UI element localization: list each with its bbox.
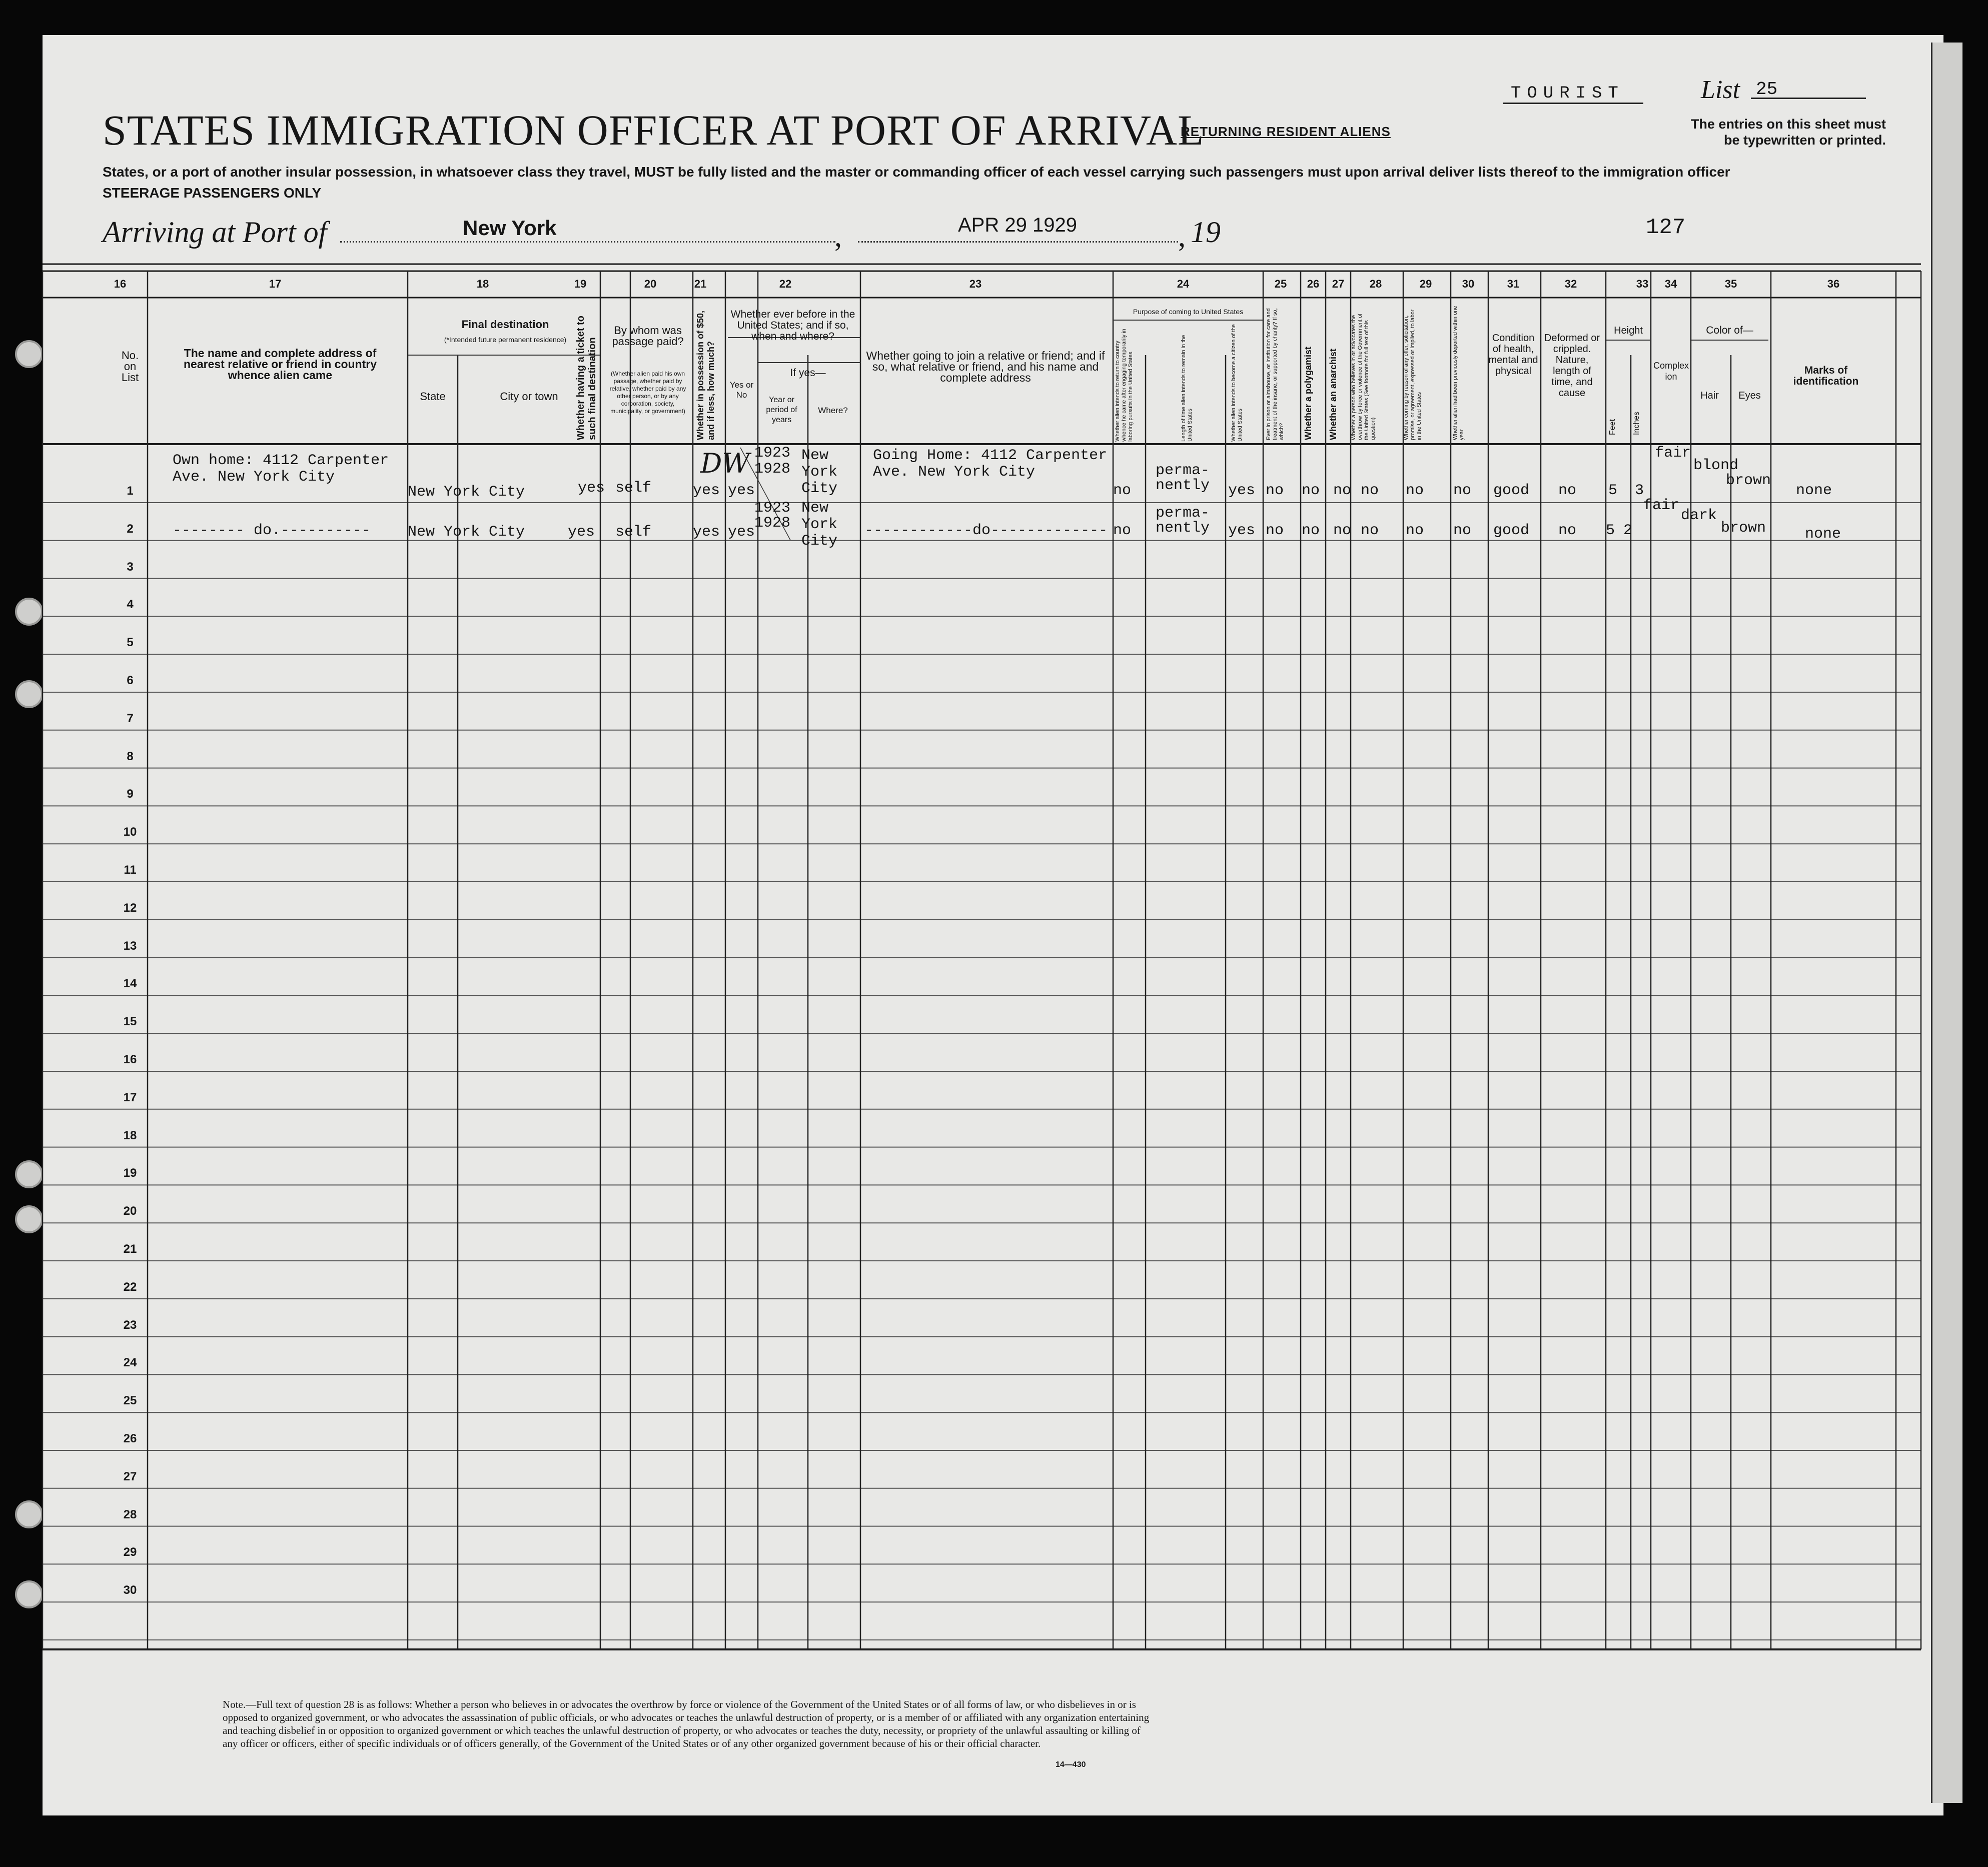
row-number: 7 <box>127 711 134 725</box>
row2-feet: 5 <box>1606 522 1615 539</box>
row-number: 2 <box>127 522 134 536</box>
column-number: 16 <box>114 278 127 290</box>
column-number: 24 <box>1177 278 1190 290</box>
column-number: 19 <box>574 278 587 290</box>
handwritten-initials: DW <box>700 448 750 479</box>
header-deformed: Deformed or crippled. Nature, length of time, and cause <box>1544 333 1600 399</box>
header-paid-by-sub: (Whether alien paid his own passage, whether paid by relative, whether paid by any other person, or by any corporation, society, municipality, or government) <box>609 370 686 415</box>
row2-citizen: yes <box>1228 522 1256 539</box>
row-number: 11 <box>124 863 137 877</box>
column-number: 31 <box>1507 278 1520 290</box>
row-number: 24 <box>123 1356 137 1370</box>
row1-city: New York City <box>408 484 525 501</box>
column-number: 23 <box>969 278 982 290</box>
row1-length1: perma- <box>1156 462 1210 479</box>
column-number: 34 <box>1664 278 1677 290</box>
returning-label: RETURNING RESIDENT ALIENS <box>1181 124 1391 139</box>
header-year: Year or period of years <box>766 396 797 424</box>
column-number: 25 <box>1274 278 1287 290</box>
row2-money: yes <box>693 524 720 541</box>
column-number: 18 <box>476 278 489 290</box>
row1-anarchist: no <box>1333 482 1352 499</box>
row2-relative: -------- do.---------- <box>173 522 371 539</box>
page-title: STATES IMMIGRATION OFFICER AT PORT OF ARRIVAL <box>103 106 1205 154</box>
header-hair: Hair <box>1700 390 1719 401</box>
header-joining: Whether going to join a relative or friend; and if so, what relative or friend, and his name and complete address <box>866 349 1105 384</box>
row1-joining-line1: Going Home: 4112 Carpenter <box>873 447 1108 464</box>
header-relative-address: The name and complete address of nearest relative or friend in country whence alien came <box>183 347 377 382</box>
row2-length1: perma- <box>1156 505 1210 522</box>
row2-ticket: yes <box>568 524 595 541</box>
row-number: 1 <box>127 484 134 498</box>
row-number: 25 <box>123 1394 137 1408</box>
row1-polygamist: no <box>1302 482 1320 499</box>
row2-offer: no <box>1406 522 1424 539</box>
column-number: 17 <box>269 278 282 290</box>
row-number: 6 <box>127 674 134 687</box>
row2-joining: ------------do------------- <box>864 522 1108 539</box>
header-where: Where? <box>818 406 848 415</box>
steerage-label: STEERAGE PASSENGERS ONLY <box>103 185 322 201</box>
row-number: 23 <box>123 1318 137 1332</box>
header-prison: Ever in prison or almshouse, or institution for care and treatment of the insane, or supported by charity? If so, which? <box>1266 308 1285 440</box>
separator: , <box>1178 220 1186 253</box>
row1-hair: blond <box>1693 457 1739 474</box>
port-value: New York <box>463 216 557 240</box>
header-complexion: Complexion <box>1653 361 1689 382</box>
row2-eyes: brown <box>1721 520 1766 537</box>
row-number: 4 <box>127 598 134 612</box>
row1-health: good <box>1493 482 1530 499</box>
row1-inches: 3 <box>1635 482 1644 499</box>
header-if-yes: If yes— <box>790 367 826 379</box>
row2-anarchist: no <box>1333 522 1352 539</box>
row2-year1: 1923 <box>754 500 791 517</box>
row-number: 21 <box>123 1242 137 1256</box>
row1-relative-line2: Ave. New York City <box>173 469 335 486</box>
entries-note-line: be typewritten or printed. <box>1723 133 1886 148</box>
row-number: 8 <box>127 749 134 763</box>
header-yes-no: Yes or No <box>729 380 754 400</box>
row-number: 22 <box>123 1280 137 1294</box>
row1-money: yes <box>693 482 720 499</box>
date-stamp: APR 29 1929 <box>958 214 1077 236</box>
header-citizen: Whether alien intends to become a citizen of the United States <box>1231 324 1243 442</box>
row-number: 20 <box>123 1204 137 1218</box>
row1-where1: New <box>801 447 829 464</box>
row2-paid-by: self <box>615 524 652 541</box>
row-number: 29 <box>123 1545 137 1559</box>
row2-deported: no <box>1453 522 1472 539</box>
form-code: 14—430 <box>1056 1760 1086 1769</box>
row1-length2: nently <box>1156 477 1210 494</box>
row-number: 30 <box>123 1583 137 1597</box>
header-city: City or town <box>500 390 558 403</box>
row-number: 17 <box>123 1090 137 1104</box>
row2-where1: New <box>801 500 829 517</box>
row1-deformed: no <box>1558 482 1577 499</box>
row-number: 10 <box>123 825 137 839</box>
arriving-label: Arriving at Port of <box>103 216 327 249</box>
row1-deported: no <box>1453 482 1472 499</box>
header-final-destination: Final destination <box>461 318 549 331</box>
header-paid-by: By whom was passage paid? <box>612 324 684 348</box>
row-number: 16 <box>123 1053 137 1066</box>
row2-marks: none <box>1805 526 1841 543</box>
row1-joining-line2: Ave. New York City <box>873 464 1036 481</box>
row1-year1: 1923 <box>754 445 791 462</box>
row-number: 5 <box>127 636 134 650</box>
row2-where2: York <box>801 516 838 533</box>
row-number: 26 <box>123 1432 137 1445</box>
header-ever-before: Whether ever before in the United States; and if so, when and where? <box>730 309 855 342</box>
header-inches: Inches <box>1632 411 1641 435</box>
list-number: 25 <box>1756 79 1778 100</box>
row1-where3: City <box>801 480 838 497</box>
column-number: 26 <box>1307 278 1320 290</box>
header-length: Length of time alien intends to remain in the United States <box>1181 335 1193 442</box>
header-return-temp: Whether alien intends to return to country whence he came after engaging temporarily in laboring pursuits in the United States <box>1115 329 1134 442</box>
row1-where2: York <box>801 464 838 481</box>
row1-relative-line1: Own home: 4112 Carpenter <box>173 452 389 469</box>
column-number: 22 <box>779 278 792 290</box>
year-prefix: 19 <box>1191 216 1221 249</box>
row1-offer: no <box>1406 482 1424 499</box>
column-number: 30 <box>1462 278 1475 290</box>
list-label: List <box>1701 76 1740 104</box>
header-deported: Whether alien had been previously deported within one year <box>1452 306 1465 440</box>
row-number: 14 <box>123 977 137 991</box>
column-number: 35 <box>1724 278 1737 290</box>
row2-inches: 2 <box>1623 522 1633 539</box>
row1-before: yes <box>728 482 755 499</box>
row-number: 13 <box>123 939 137 953</box>
row2-polygamist: no <box>1302 522 1320 539</box>
row2-prison: no <box>1266 522 1284 539</box>
row-number: 9 <box>127 787 134 801</box>
header-polygamist: Whether a polygamist <box>1303 346 1313 440</box>
column-number: 29 <box>1419 278 1432 290</box>
header-feet: Feet <box>1608 419 1617 435</box>
instructions-text: States, or a port of another insular possession, in whatsoever class they travel, MUST be fully listed and the master or commanding officer of each vessel carrying such passengers must upon arrival deliver lists thereof to the immigration officer <box>103 164 1730 180</box>
column-number: 27 <box>1332 278 1345 290</box>
header-eyes: Eyes <box>1738 390 1761 401</box>
row-number: 18 <box>123 1128 137 1142</box>
row2-health: good <box>1493 522 1530 539</box>
row2-year2: 1928 <box>754 515 791 532</box>
header-color: Color of— <box>1706 325 1753 336</box>
row1-eyes: brown <box>1726 472 1771 489</box>
row-number: 19 <box>123 1166 137 1180</box>
row2-deformed: no <box>1558 522 1577 539</box>
header-overthrow: Whether a person who believes in or advocates the overthrow by force or violence of the Government of the United States (See footnote for full text of this question) <box>1351 313 1376 440</box>
header-health: Condition of health, mental and physical <box>1488 333 1538 377</box>
row-number: 28 <box>123 1507 137 1521</box>
footnote: Note.—Full text of question 28 is as follows: Whether a person who believes in or advocates the overthrow by force or violence of the Government of the United States or of all forms of law, or who disbelieves in or is opposed to organized government, or who advocates the assassination of public officials, or who advocates or teaches the unlawful destruction of property, or is a member of or affiliated with any organization entertaining and teaching disbelief in or opposition to organized government or which teaches the unlawful destruction of property, or who advocates or teaches the duty, necessity, or propriety of the unlawful assaulting or killing of any officer or officers, either of specific individuals or of officers generally, of the Government of the United States or of any other organized government because of his or their official character. <box>223 1698 1150 1749</box>
row1-citizen: yes <box>1228 482 1256 499</box>
header-final-destination-sub: (*Intended future permanent residence) <box>444 336 567 344</box>
row1-complexion: fair <box>1655 445 1691 462</box>
entries-note-line: The entries on this sheet must <box>1690 117 1886 132</box>
row-number: 3 <box>127 560 134 574</box>
separator: , <box>834 220 842 253</box>
column-number: 33 <box>1636 278 1649 290</box>
header-state: State <box>420 390 446 403</box>
row1-ticket: yes <box>578 480 605 497</box>
row2-city: New York City <box>408 524 525 541</box>
page-number: 127 <box>1646 215 1686 240</box>
class-label: TOURIST <box>1511 84 1624 103</box>
header-height: Height <box>1614 325 1643 336</box>
row1-prison: no <box>1266 482 1284 499</box>
row1-return-temp: no <box>1113 482 1132 499</box>
header-offer: Whether coming by reason of any offer, solicitation, promise, or agreement, expressed or implied, to labor in the United States <box>1403 309 1422 440</box>
row1-overthrow: no <box>1361 482 1379 499</box>
column-number: 20 <box>644 278 657 290</box>
header-money: Whether in possession of $50, and if less, how much? <box>695 310 716 440</box>
row1-marks: none <box>1796 482 1832 499</box>
header-no-on-list: No. on List <box>121 349 139 384</box>
row-number: 15 <box>123 1015 137 1029</box>
header-ticket: Whether having a ticket to such final destination <box>575 316 598 440</box>
column-number: 21 <box>694 278 707 290</box>
row1-year2: 1928 <box>754 461 791 478</box>
row1-paid-by: self <box>615 480 652 497</box>
column-number: 36 <box>1827 278 1840 290</box>
column-number: 32 <box>1564 278 1577 290</box>
row2-overthrow: no <box>1361 522 1379 539</box>
row2-complexion: fair <box>1643 497 1680 514</box>
row2-hair: dark <box>1681 507 1717 524</box>
row-number: 27 <box>123 1469 137 1483</box>
row2-where3: City <box>801 533 838 550</box>
row2-length2: nently <box>1156 520 1210 537</box>
header-anarchist: Whether an anarchist <box>1328 348 1338 440</box>
header-marks: Marks of identification <box>1793 365 1859 387</box>
row2-return-temp: no <box>1113 522 1132 539</box>
column-number: 28 <box>1369 278 1382 290</box>
row1-feet: 5 <box>1608 482 1618 499</box>
row2-before: yes <box>728 524 755 541</box>
row-number: 12 <box>123 901 137 915</box>
header-purpose: Purpose of coming to United States <box>1133 308 1244 316</box>
